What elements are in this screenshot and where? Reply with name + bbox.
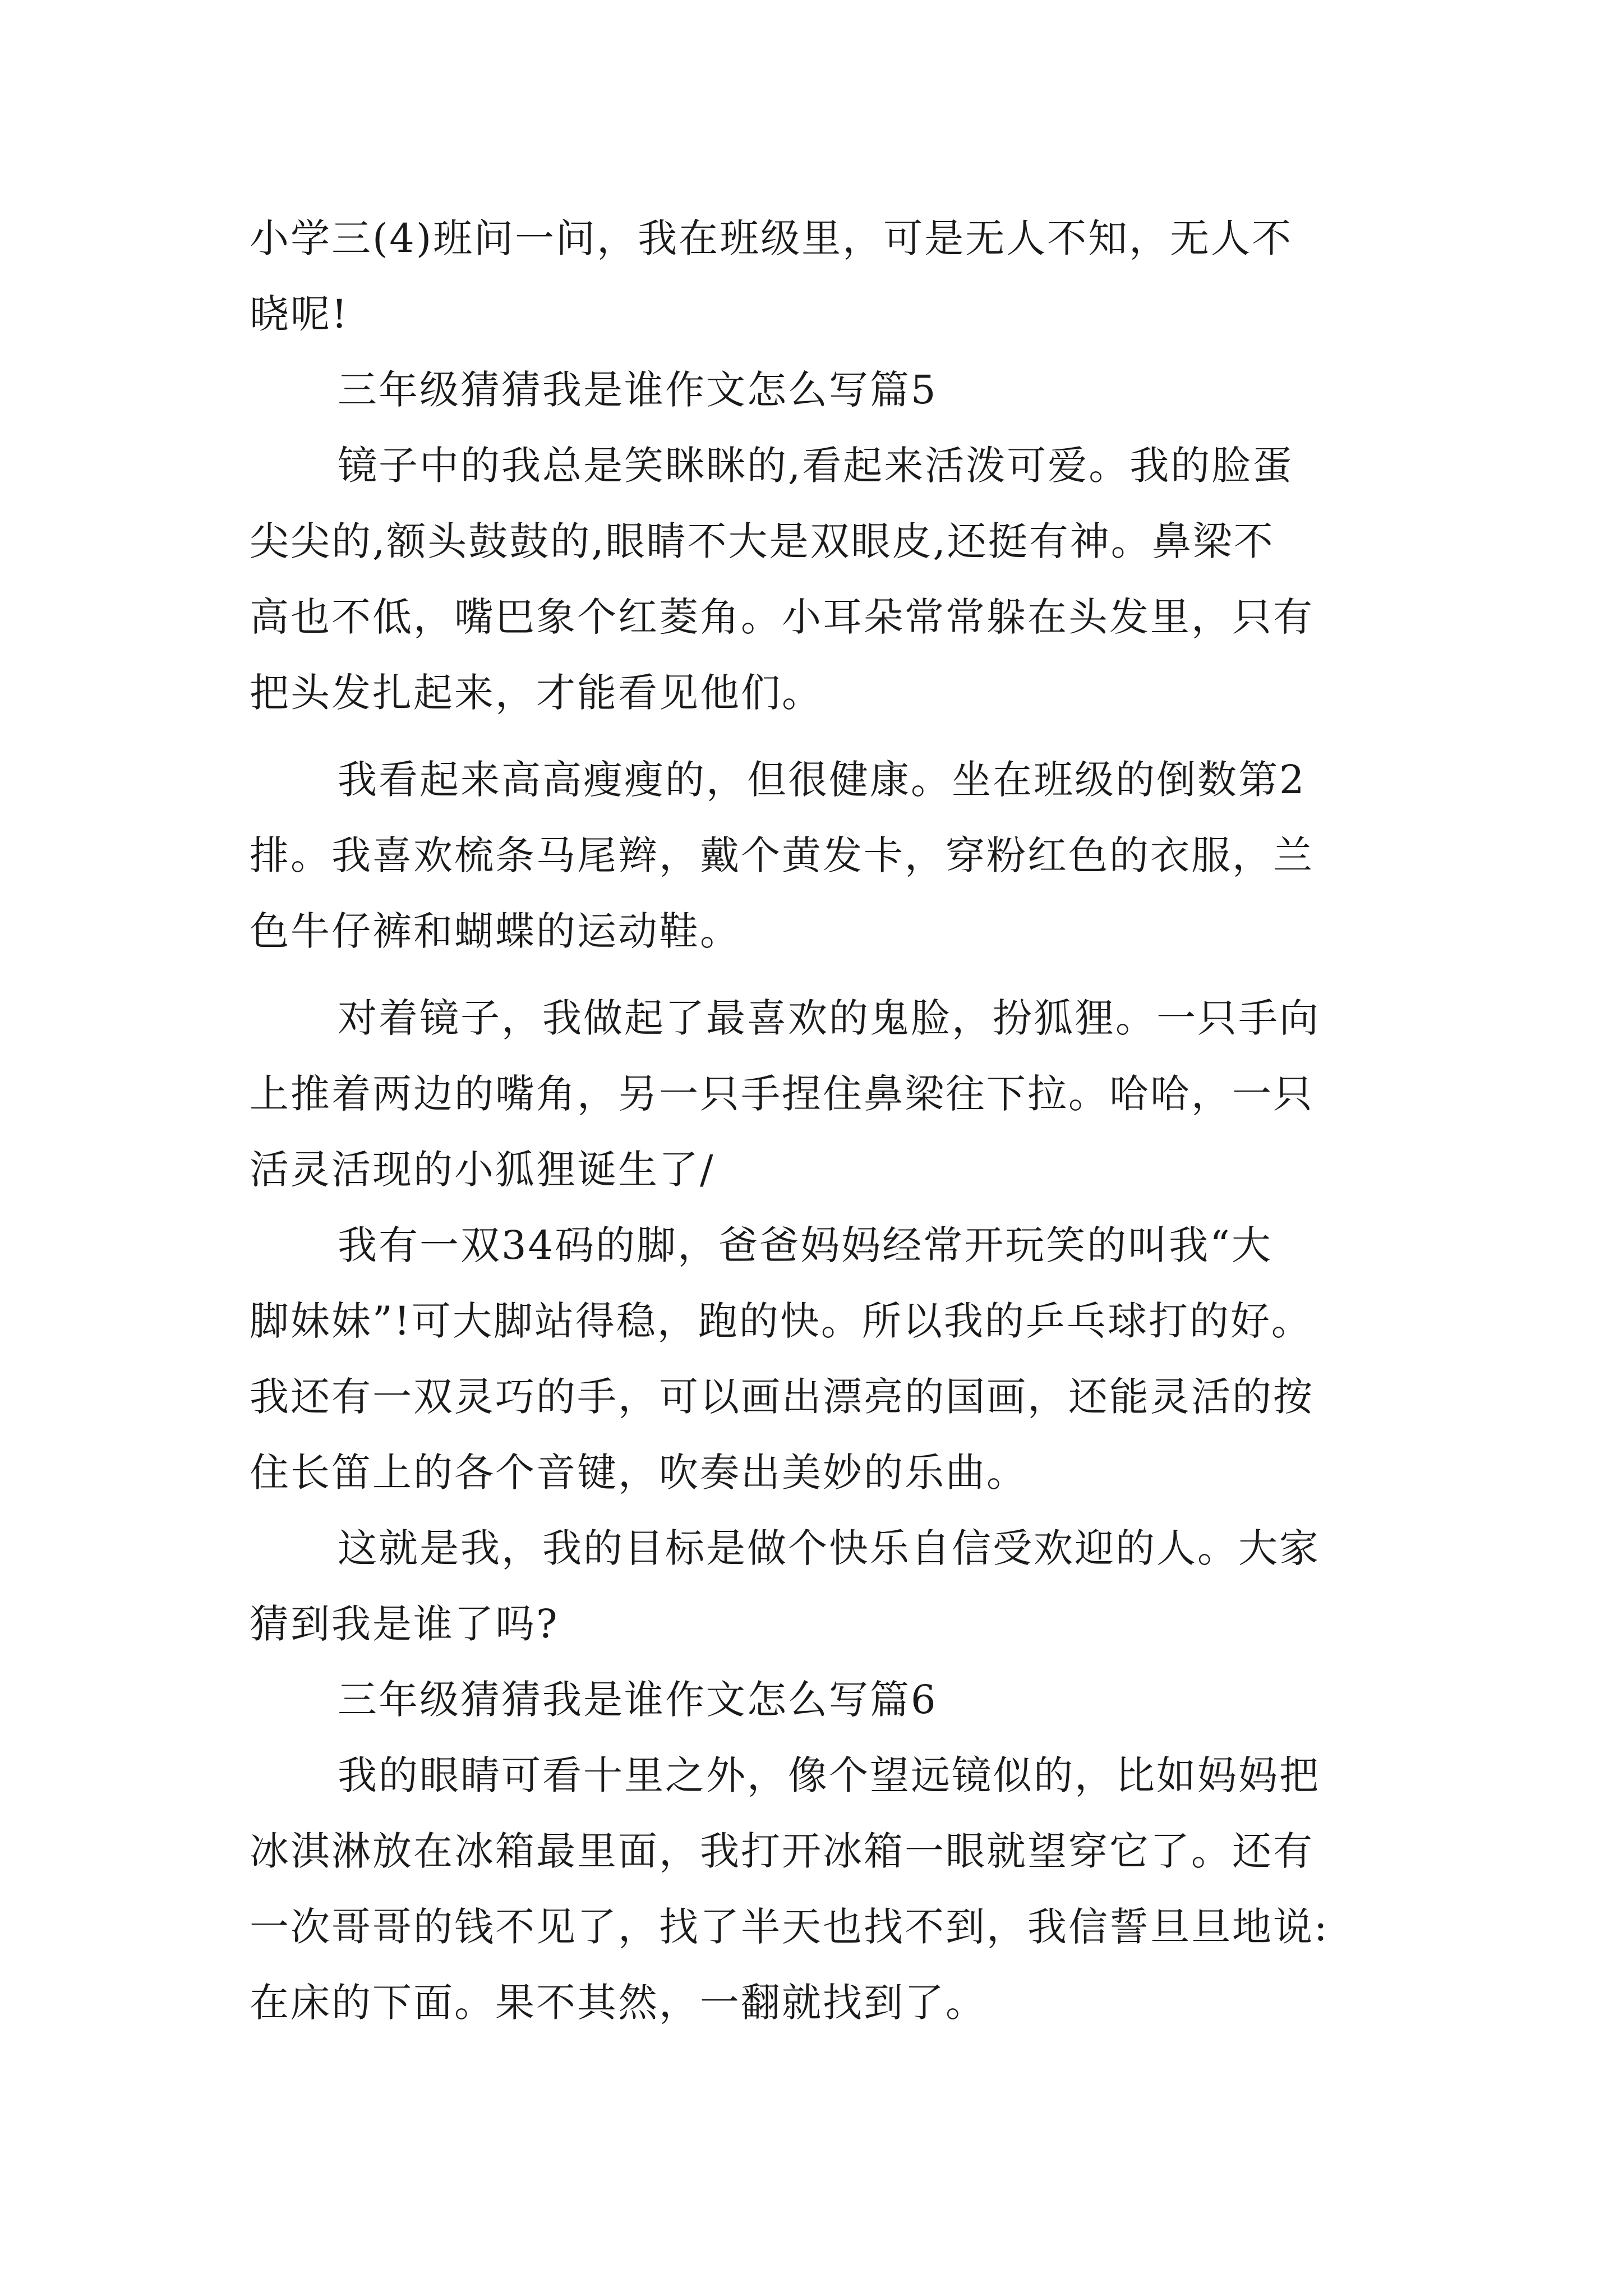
text-line: 活灵活现的小狐狸诞生了/ (250, 1147, 715, 1193)
text-line: 我有一双34码的脚，爸爸妈妈经常开玩笑的叫我“大 (338, 1222, 1272, 1268)
text-line: 我的眼睛可看十里之外，像个望远镜似的，比如妈妈把 (338, 1752, 1320, 1798)
text-line: 我还有一双灵巧的手，可以画出漂亮的国画，还能灵活的按 (250, 1374, 1314, 1420)
text-line: 住长笛上的各个音键，吹奏出美妙的乐曲。 (250, 1450, 1027, 1496)
text-line: 晓呢! (250, 291, 349, 337)
section-heading: 三年级猜猜我是谁作文怎么写篇5 (338, 367, 938, 413)
text-line: 镜子中的我总是笑眯眯的,看起来活泼可爱。我的脸蛋 (338, 443, 1294, 489)
text-line: 在床的下面。果不其然，一翻就找到了。 (250, 1980, 986, 2026)
text-line: 我看起来高高瘦瘦的，但很健康。坐在班级的倒数第2 (338, 757, 1306, 803)
text-line: 一次哥哥的钱不见了，找了半天也找不到，我信誓旦旦地说: (250, 1904, 1329, 1950)
text-line: 小学三(4)班问一问，我在班级里，可是无人不知，无人不 (250, 215, 1293, 261)
text-line: 色牛仔裤和蝴蝶的运动鞋。 (250, 908, 741, 954)
text-line: 猜到我是谁了吗? (250, 1601, 559, 1647)
section-heading: 三年级猜猜我是谁作文怎么写篇6 (338, 1677, 938, 1723)
text-line: 脚妹妹”!可大脚站得稳，跑的快。所以我的乒乓球打的好。 (250, 1298, 1312, 1344)
text-line: 这就是我，我的目标是做个快乐自信受欢迎的人。大家 (338, 1525, 1320, 1571)
text-line: 冰淇淋放在冰箱最里面，我打开冰箱一眼就望穿它了。还有 (250, 1828, 1314, 1874)
text-line: 尖尖的,额头鼓鼓的,眼睛不大是双眼皮,还挺有神。鼻梁不 (250, 518, 1275, 564)
text-line: 高也不低，嘴巴象个红菱角。小耳朵常常躲在头发里，只有 (250, 594, 1314, 640)
text-line: 上推着两边的嘴角，另一只手捏住鼻梁往下拉。哈哈，一只 (250, 1071, 1314, 1117)
text-line: 把头发扎起来，才能看见他们。 (250, 670, 823, 716)
text-line: 对着镜子，我做起了最喜欢的鬼脸，扮狐狸。一只手向 (338, 995, 1320, 1041)
text-line: 排。我喜欢梳条马尾辫，戴个黄发卡，穿粉红色的衣服，兰 (250, 832, 1314, 878)
